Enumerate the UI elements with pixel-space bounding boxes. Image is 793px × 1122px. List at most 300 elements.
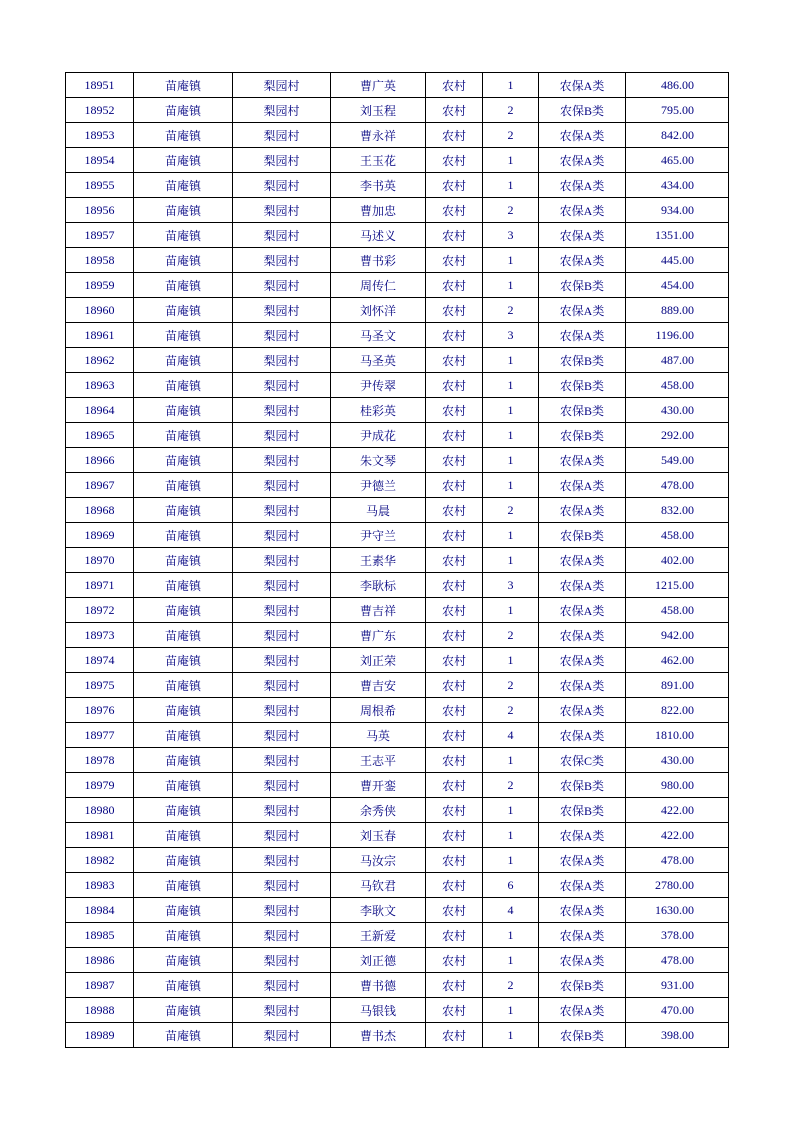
cell-village: 梨园村 xyxy=(233,923,331,948)
cell-name: 曹广东 xyxy=(331,623,426,648)
cell-amount: 430.00 xyxy=(626,748,729,773)
cell-type: 农村 xyxy=(426,748,483,773)
cell-category: 农保A类 xyxy=(539,448,626,473)
table-row xyxy=(66,548,729,573)
table-row xyxy=(66,473,729,498)
cell-town: 苗庵镇 xyxy=(134,373,233,398)
cell-type: 农村 xyxy=(426,623,483,648)
cell-count: 1 xyxy=(483,448,539,473)
cell-amount: 478.00 xyxy=(626,948,729,973)
cell-id: 18965 xyxy=(66,423,134,448)
cell-category: 农保A类 xyxy=(539,598,626,623)
cell-count: 1 xyxy=(483,473,539,498)
cell-id: 18963 xyxy=(66,373,134,398)
cell-type: 农村 xyxy=(426,548,483,573)
cell-village: 梨园村 xyxy=(233,723,331,748)
cell-town: 苗庵镇 xyxy=(134,473,233,498)
cell-category: 农保B类 xyxy=(539,273,626,298)
cell-type: 农村 xyxy=(426,898,483,923)
cell-category: 农保C类 xyxy=(539,748,626,773)
cell-count: 1 xyxy=(483,923,539,948)
cell-category: 农保B类 xyxy=(539,798,626,823)
cell-type: 农村 xyxy=(426,173,483,198)
cell-town: 苗庵镇 xyxy=(134,323,233,348)
cell-town: 苗庵镇 xyxy=(134,398,233,423)
cell-id: 18971 xyxy=(66,573,134,598)
cell-town: 苗庵镇 xyxy=(134,923,233,948)
cell-village: 梨园村 xyxy=(233,198,331,223)
cell-name: 王素华 xyxy=(331,548,426,573)
cell-village: 梨园村 xyxy=(233,1023,331,1048)
cell-type: 农村 xyxy=(426,698,483,723)
cell-village: 梨园村 xyxy=(233,998,331,1023)
cell-count: 4 xyxy=(483,723,539,748)
cell-type: 农村 xyxy=(426,923,483,948)
cell-amount: 891.00 xyxy=(626,673,729,698)
cell-town: 苗庵镇 xyxy=(134,223,233,248)
cell-type: 农村 xyxy=(426,73,483,98)
cell-town: 苗庵镇 xyxy=(134,548,233,573)
cell-amount: 934.00 xyxy=(626,198,729,223)
cell-id: 18958 xyxy=(66,248,134,273)
cell-id: 18962 xyxy=(66,348,134,373)
table-row xyxy=(66,798,729,823)
cell-type: 农村 xyxy=(426,948,483,973)
cell-amount: 2780.00 xyxy=(626,873,729,898)
cell-count: 3 xyxy=(483,223,539,248)
table-row xyxy=(66,173,729,198)
cell-town: 苗庵镇 xyxy=(134,998,233,1023)
cell-village: 梨园村 xyxy=(233,573,331,598)
cell-name: 王新爱 xyxy=(331,923,426,948)
cell-category: 农保A类 xyxy=(539,923,626,948)
cell-count: 1 xyxy=(483,648,539,673)
cell-id: 18966 xyxy=(66,448,134,473)
cell-category: 农保A类 xyxy=(539,573,626,598)
cell-category: 农保B类 xyxy=(539,523,626,548)
cell-amount: 822.00 xyxy=(626,698,729,723)
cell-amount: 486.00 xyxy=(626,73,729,98)
cell-name: 曹吉祥 xyxy=(331,598,426,623)
cell-village: 梨园村 xyxy=(233,848,331,873)
cell-name: 尹德兰 xyxy=(331,473,426,498)
cell-id: 18951 xyxy=(66,73,134,98)
cell-village: 梨园村 xyxy=(233,648,331,673)
cell-amount: 1196.00 xyxy=(626,323,729,348)
cell-type: 农村 xyxy=(426,248,483,273)
table-row xyxy=(66,973,729,998)
cell-count: 1 xyxy=(483,373,539,398)
cell-category: 农保A类 xyxy=(539,848,626,873)
cell-type: 农村 xyxy=(426,348,483,373)
cell-town: 苗庵镇 xyxy=(134,123,233,148)
cell-amount: 1351.00 xyxy=(626,223,729,248)
cell-category: 农保A类 xyxy=(539,248,626,273)
table-row xyxy=(66,123,729,148)
cell-category: 农保B类 xyxy=(539,348,626,373)
cell-count: 1 xyxy=(483,148,539,173)
cell-category: 农保B类 xyxy=(539,423,626,448)
cell-category: 农保A类 xyxy=(539,323,626,348)
cell-village: 梨园村 xyxy=(233,448,331,473)
cell-category: 农保A类 xyxy=(539,198,626,223)
cell-id: 18986 xyxy=(66,948,134,973)
cell-count: 2 xyxy=(483,498,539,523)
table-row xyxy=(66,523,729,548)
cell-count: 1 xyxy=(483,348,539,373)
cell-id: 18978 xyxy=(66,748,134,773)
table-row xyxy=(66,323,729,348)
cell-count: 3 xyxy=(483,573,539,598)
cell-count: 1 xyxy=(483,998,539,1023)
cell-category: 农保A类 xyxy=(539,823,626,848)
cell-type: 农村 xyxy=(426,448,483,473)
cell-village: 梨园村 xyxy=(233,98,331,123)
cell-town: 苗庵镇 xyxy=(134,73,233,98)
cell-type: 农村 xyxy=(426,373,483,398)
cell-amount: 1215.00 xyxy=(626,573,729,598)
cell-category: 农保A类 xyxy=(539,173,626,198)
cell-town: 苗庵镇 xyxy=(134,623,233,648)
table-row xyxy=(66,148,729,173)
cell-id: 18980 xyxy=(66,798,134,823)
cell-amount: 402.00 xyxy=(626,548,729,573)
cell-id: 18988 xyxy=(66,998,134,1023)
cell-town: 苗庵镇 xyxy=(134,273,233,298)
cell-amount: 462.00 xyxy=(626,648,729,673)
table-row xyxy=(66,598,729,623)
cell-town: 苗庵镇 xyxy=(134,248,233,273)
cell-type: 农村 xyxy=(426,1023,483,1048)
cell-category: 农保B类 xyxy=(539,373,626,398)
cell-count: 1 xyxy=(483,548,539,573)
cell-count: 6 xyxy=(483,873,539,898)
table-row xyxy=(66,498,729,523)
cell-type: 农村 xyxy=(426,523,483,548)
cell-type: 农村 xyxy=(426,273,483,298)
cell-type: 农村 xyxy=(426,223,483,248)
cell-town: 苗庵镇 xyxy=(134,298,233,323)
cell-category: 农保A类 xyxy=(539,148,626,173)
cell-id: 18956 xyxy=(66,198,134,223)
cell-village: 梨园村 xyxy=(233,123,331,148)
cell-category: 农保A类 xyxy=(539,623,626,648)
cell-name: 曹书德 xyxy=(331,973,426,998)
cell-amount: 795.00 xyxy=(626,98,729,123)
table-row xyxy=(66,998,729,1023)
cell-category: 农保A类 xyxy=(539,873,626,898)
cell-type: 农村 xyxy=(426,823,483,848)
cell-count: 1 xyxy=(483,798,539,823)
cell-town: 苗庵镇 xyxy=(134,773,233,798)
cell-amount: 487.00 xyxy=(626,348,729,373)
cell-type: 农村 xyxy=(426,798,483,823)
cell-type: 农村 xyxy=(426,773,483,798)
table-row xyxy=(66,198,729,223)
cell-village: 梨园村 xyxy=(233,873,331,898)
cell-id: 18977 xyxy=(66,723,134,748)
table-row xyxy=(66,398,729,423)
cell-town: 苗庵镇 xyxy=(134,98,233,123)
table-row xyxy=(66,98,729,123)
cell-type: 农村 xyxy=(426,648,483,673)
cell-id: 18989 xyxy=(66,1023,134,1048)
table-row xyxy=(66,848,729,873)
cell-village: 梨园村 xyxy=(233,373,331,398)
cell-id: 18967 xyxy=(66,473,134,498)
cell-village: 梨园村 xyxy=(233,298,331,323)
cell-count: 2 xyxy=(483,773,539,798)
cell-village: 梨园村 xyxy=(233,73,331,98)
cell-town: 苗庵镇 xyxy=(134,198,233,223)
cell-amount: 832.00 xyxy=(626,498,729,523)
cell-category: 农保A类 xyxy=(539,648,626,673)
cell-count: 1 xyxy=(483,273,539,298)
cell-id: 18979 xyxy=(66,773,134,798)
cell-type: 农村 xyxy=(426,123,483,148)
cell-name: 马汝宗 xyxy=(331,848,426,873)
cell-id: 18972 xyxy=(66,598,134,623)
cell-count: 1 xyxy=(483,823,539,848)
cell-amount: 445.00 xyxy=(626,248,729,273)
cell-name: 刘玉春 xyxy=(331,823,426,848)
cell-category: 农保A类 xyxy=(539,948,626,973)
cell-id: 18985 xyxy=(66,923,134,948)
cell-village: 梨园村 xyxy=(233,773,331,798)
cell-town: 苗庵镇 xyxy=(134,498,233,523)
cell-village: 梨园村 xyxy=(233,673,331,698)
cell-amount: 378.00 xyxy=(626,923,729,948)
cell-amount: 458.00 xyxy=(626,373,729,398)
cell-amount: 1630.00 xyxy=(626,898,729,923)
cell-name: 李书英 xyxy=(331,173,426,198)
table-row xyxy=(66,248,729,273)
cell-village: 梨园村 xyxy=(233,223,331,248)
cell-village: 梨园村 xyxy=(233,798,331,823)
table-row xyxy=(66,573,729,598)
cell-count: 1 xyxy=(483,73,539,98)
cell-amount: 430.00 xyxy=(626,398,729,423)
cell-id: 18976 xyxy=(66,698,134,723)
cell-id: 18957 xyxy=(66,223,134,248)
cell-amount: 889.00 xyxy=(626,298,729,323)
cell-category: 农保A类 xyxy=(539,673,626,698)
cell-category: 农保B类 xyxy=(539,973,626,998)
cell-name: 刘怀洋 xyxy=(331,298,426,323)
cell-count: 2 xyxy=(483,673,539,698)
cell-amount: 478.00 xyxy=(626,473,729,498)
cell-town: 苗庵镇 xyxy=(134,873,233,898)
table-row xyxy=(66,73,729,98)
cell-category: 农保A类 xyxy=(539,698,626,723)
cell-village: 梨园村 xyxy=(233,623,331,648)
cell-type: 农村 xyxy=(426,498,483,523)
cell-id: 18974 xyxy=(66,648,134,673)
cell-village: 梨园村 xyxy=(233,498,331,523)
cell-name: 曹加忠 xyxy=(331,198,426,223)
table-body xyxy=(66,73,729,1048)
cell-name: 马圣文 xyxy=(331,323,426,348)
cell-type: 农村 xyxy=(426,323,483,348)
cell-type: 农村 xyxy=(426,673,483,698)
cell-id: 18970 xyxy=(66,548,134,573)
table-row xyxy=(66,348,729,373)
cell-name: 余秀侠 xyxy=(331,798,426,823)
table-row xyxy=(66,873,729,898)
table-row xyxy=(66,898,729,923)
cell-category: 农保A类 xyxy=(539,123,626,148)
table-row xyxy=(66,698,729,723)
cell-type: 农村 xyxy=(426,473,483,498)
cell-amount: 842.00 xyxy=(626,123,729,148)
cell-name: 曹广英 xyxy=(331,73,426,98)
cell-name: 尹传翠 xyxy=(331,373,426,398)
cell-count: 2 xyxy=(483,698,539,723)
cell-id: 18961 xyxy=(66,323,134,348)
cell-town: 苗庵镇 xyxy=(134,648,233,673)
cell-town: 苗庵镇 xyxy=(134,173,233,198)
cell-town: 苗庵镇 xyxy=(134,448,233,473)
cell-name: 刘正荣 xyxy=(331,648,426,673)
cell-amount: 478.00 xyxy=(626,848,729,873)
cell-name: 刘玉程 xyxy=(331,98,426,123)
cell-category: 农保A类 xyxy=(539,223,626,248)
cell-name: 马银钱 xyxy=(331,998,426,1023)
cell-amount: 292.00 xyxy=(626,423,729,448)
cell-town: 苗庵镇 xyxy=(134,973,233,998)
cell-amount: 931.00 xyxy=(626,973,729,998)
cell-count: 2 xyxy=(483,198,539,223)
cell-village: 梨园村 xyxy=(233,898,331,923)
cell-village: 梨园村 xyxy=(233,148,331,173)
cell-amount: 422.00 xyxy=(626,798,729,823)
cell-amount: 422.00 xyxy=(626,823,729,848)
cell-town: 苗庵镇 xyxy=(134,698,233,723)
cell-name: 曹开銮 xyxy=(331,773,426,798)
cell-id: 18953 xyxy=(66,123,134,148)
cell-id: 18984 xyxy=(66,898,134,923)
cell-town: 苗庵镇 xyxy=(134,523,233,548)
cell-name: 马钦君 xyxy=(331,873,426,898)
cell-id: 18975 xyxy=(66,673,134,698)
cell-type: 农村 xyxy=(426,198,483,223)
table-row xyxy=(66,748,729,773)
cell-town: 苗庵镇 xyxy=(134,1023,233,1048)
cell-count: 1 xyxy=(483,598,539,623)
cell-type: 农村 xyxy=(426,973,483,998)
cell-name: 桂彩英 xyxy=(331,398,426,423)
cell-count: 2 xyxy=(483,98,539,123)
table-row xyxy=(66,723,729,748)
cell-town: 苗庵镇 xyxy=(134,598,233,623)
cell-name: 曹吉安 xyxy=(331,673,426,698)
cell-name: 刘正德 xyxy=(331,948,426,973)
cell-amount: 458.00 xyxy=(626,598,729,623)
cell-count: 2 xyxy=(483,298,539,323)
cell-name: 王玉花 xyxy=(331,148,426,173)
table-row xyxy=(66,823,729,848)
cell-amount: 465.00 xyxy=(626,148,729,173)
cell-name: 曹书彩 xyxy=(331,248,426,273)
cell-id: 18969 xyxy=(66,523,134,548)
cell-village: 梨园村 xyxy=(233,948,331,973)
table-row xyxy=(66,448,729,473)
cell-category: 农保A类 xyxy=(539,548,626,573)
cell-id: 18987 xyxy=(66,973,134,998)
cell-type: 农村 xyxy=(426,398,483,423)
cell-name: 李耿文 xyxy=(331,898,426,923)
cell-type: 农村 xyxy=(426,573,483,598)
cell-name: 马述义 xyxy=(331,223,426,248)
table-row xyxy=(66,923,729,948)
cell-village: 梨园村 xyxy=(233,323,331,348)
cell-name: 马英 xyxy=(331,723,426,748)
cell-village: 梨园村 xyxy=(233,823,331,848)
cell-count: 1 xyxy=(483,423,539,448)
cell-amount: 980.00 xyxy=(626,773,729,798)
cell-category: 农保A类 xyxy=(539,723,626,748)
table-row xyxy=(66,773,729,798)
cell-id: 18983 xyxy=(66,873,134,898)
cell-amount: 434.00 xyxy=(626,173,729,198)
table-row xyxy=(66,423,729,448)
cell-type: 农村 xyxy=(426,98,483,123)
cell-name: 王志平 xyxy=(331,748,426,773)
cell-id: 18954 xyxy=(66,148,134,173)
table-row xyxy=(66,1023,729,1048)
cell-type: 农村 xyxy=(426,598,483,623)
cell-village: 梨园村 xyxy=(233,473,331,498)
cell-name: 曹书杰 xyxy=(331,1023,426,1048)
cell-amount: 458.00 xyxy=(626,523,729,548)
cell-name: 周传仁 xyxy=(331,273,426,298)
cell-name: 尹成花 xyxy=(331,423,426,448)
cell-town: 苗庵镇 xyxy=(134,823,233,848)
cell-town: 苗庵镇 xyxy=(134,748,233,773)
cell-type: 农村 xyxy=(426,423,483,448)
table-row xyxy=(66,948,729,973)
cell-village: 梨园村 xyxy=(233,523,331,548)
cell-town: 苗庵镇 xyxy=(134,798,233,823)
cell-town: 苗庵镇 xyxy=(134,848,233,873)
cell-town: 苗庵镇 xyxy=(134,723,233,748)
cell-town: 苗庵镇 xyxy=(134,423,233,448)
cell-village: 梨园村 xyxy=(233,548,331,573)
cell-id: 18982 xyxy=(66,848,134,873)
table-row xyxy=(66,373,729,398)
cell-id: 18964 xyxy=(66,398,134,423)
cell-town: 苗庵镇 xyxy=(134,148,233,173)
table-row xyxy=(66,673,729,698)
cell-town: 苗庵镇 xyxy=(134,673,233,698)
cell-type: 农村 xyxy=(426,298,483,323)
cell-town: 苗庵镇 xyxy=(134,898,233,923)
cell-count: 3 xyxy=(483,323,539,348)
cell-type: 农村 xyxy=(426,873,483,898)
cell-village: 梨园村 xyxy=(233,748,331,773)
cell-town: 苗庵镇 xyxy=(134,948,233,973)
cell-name: 尹守兰 xyxy=(331,523,426,548)
cell-amount: 470.00 xyxy=(626,998,729,1023)
cell-category: 农保B类 xyxy=(539,773,626,798)
cell-id: 18955 xyxy=(66,173,134,198)
cell-category: 农保A类 xyxy=(539,473,626,498)
cell-count: 2 xyxy=(483,123,539,148)
cell-amount: 398.00 xyxy=(626,1023,729,1048)
cell-amount: 942.00 xyxy=(626,623,729,648)
cell-id: 18952 xyxy=(66,98,134,123)
cell-category: 农保A类 xyxy=(539,298,626,323)
